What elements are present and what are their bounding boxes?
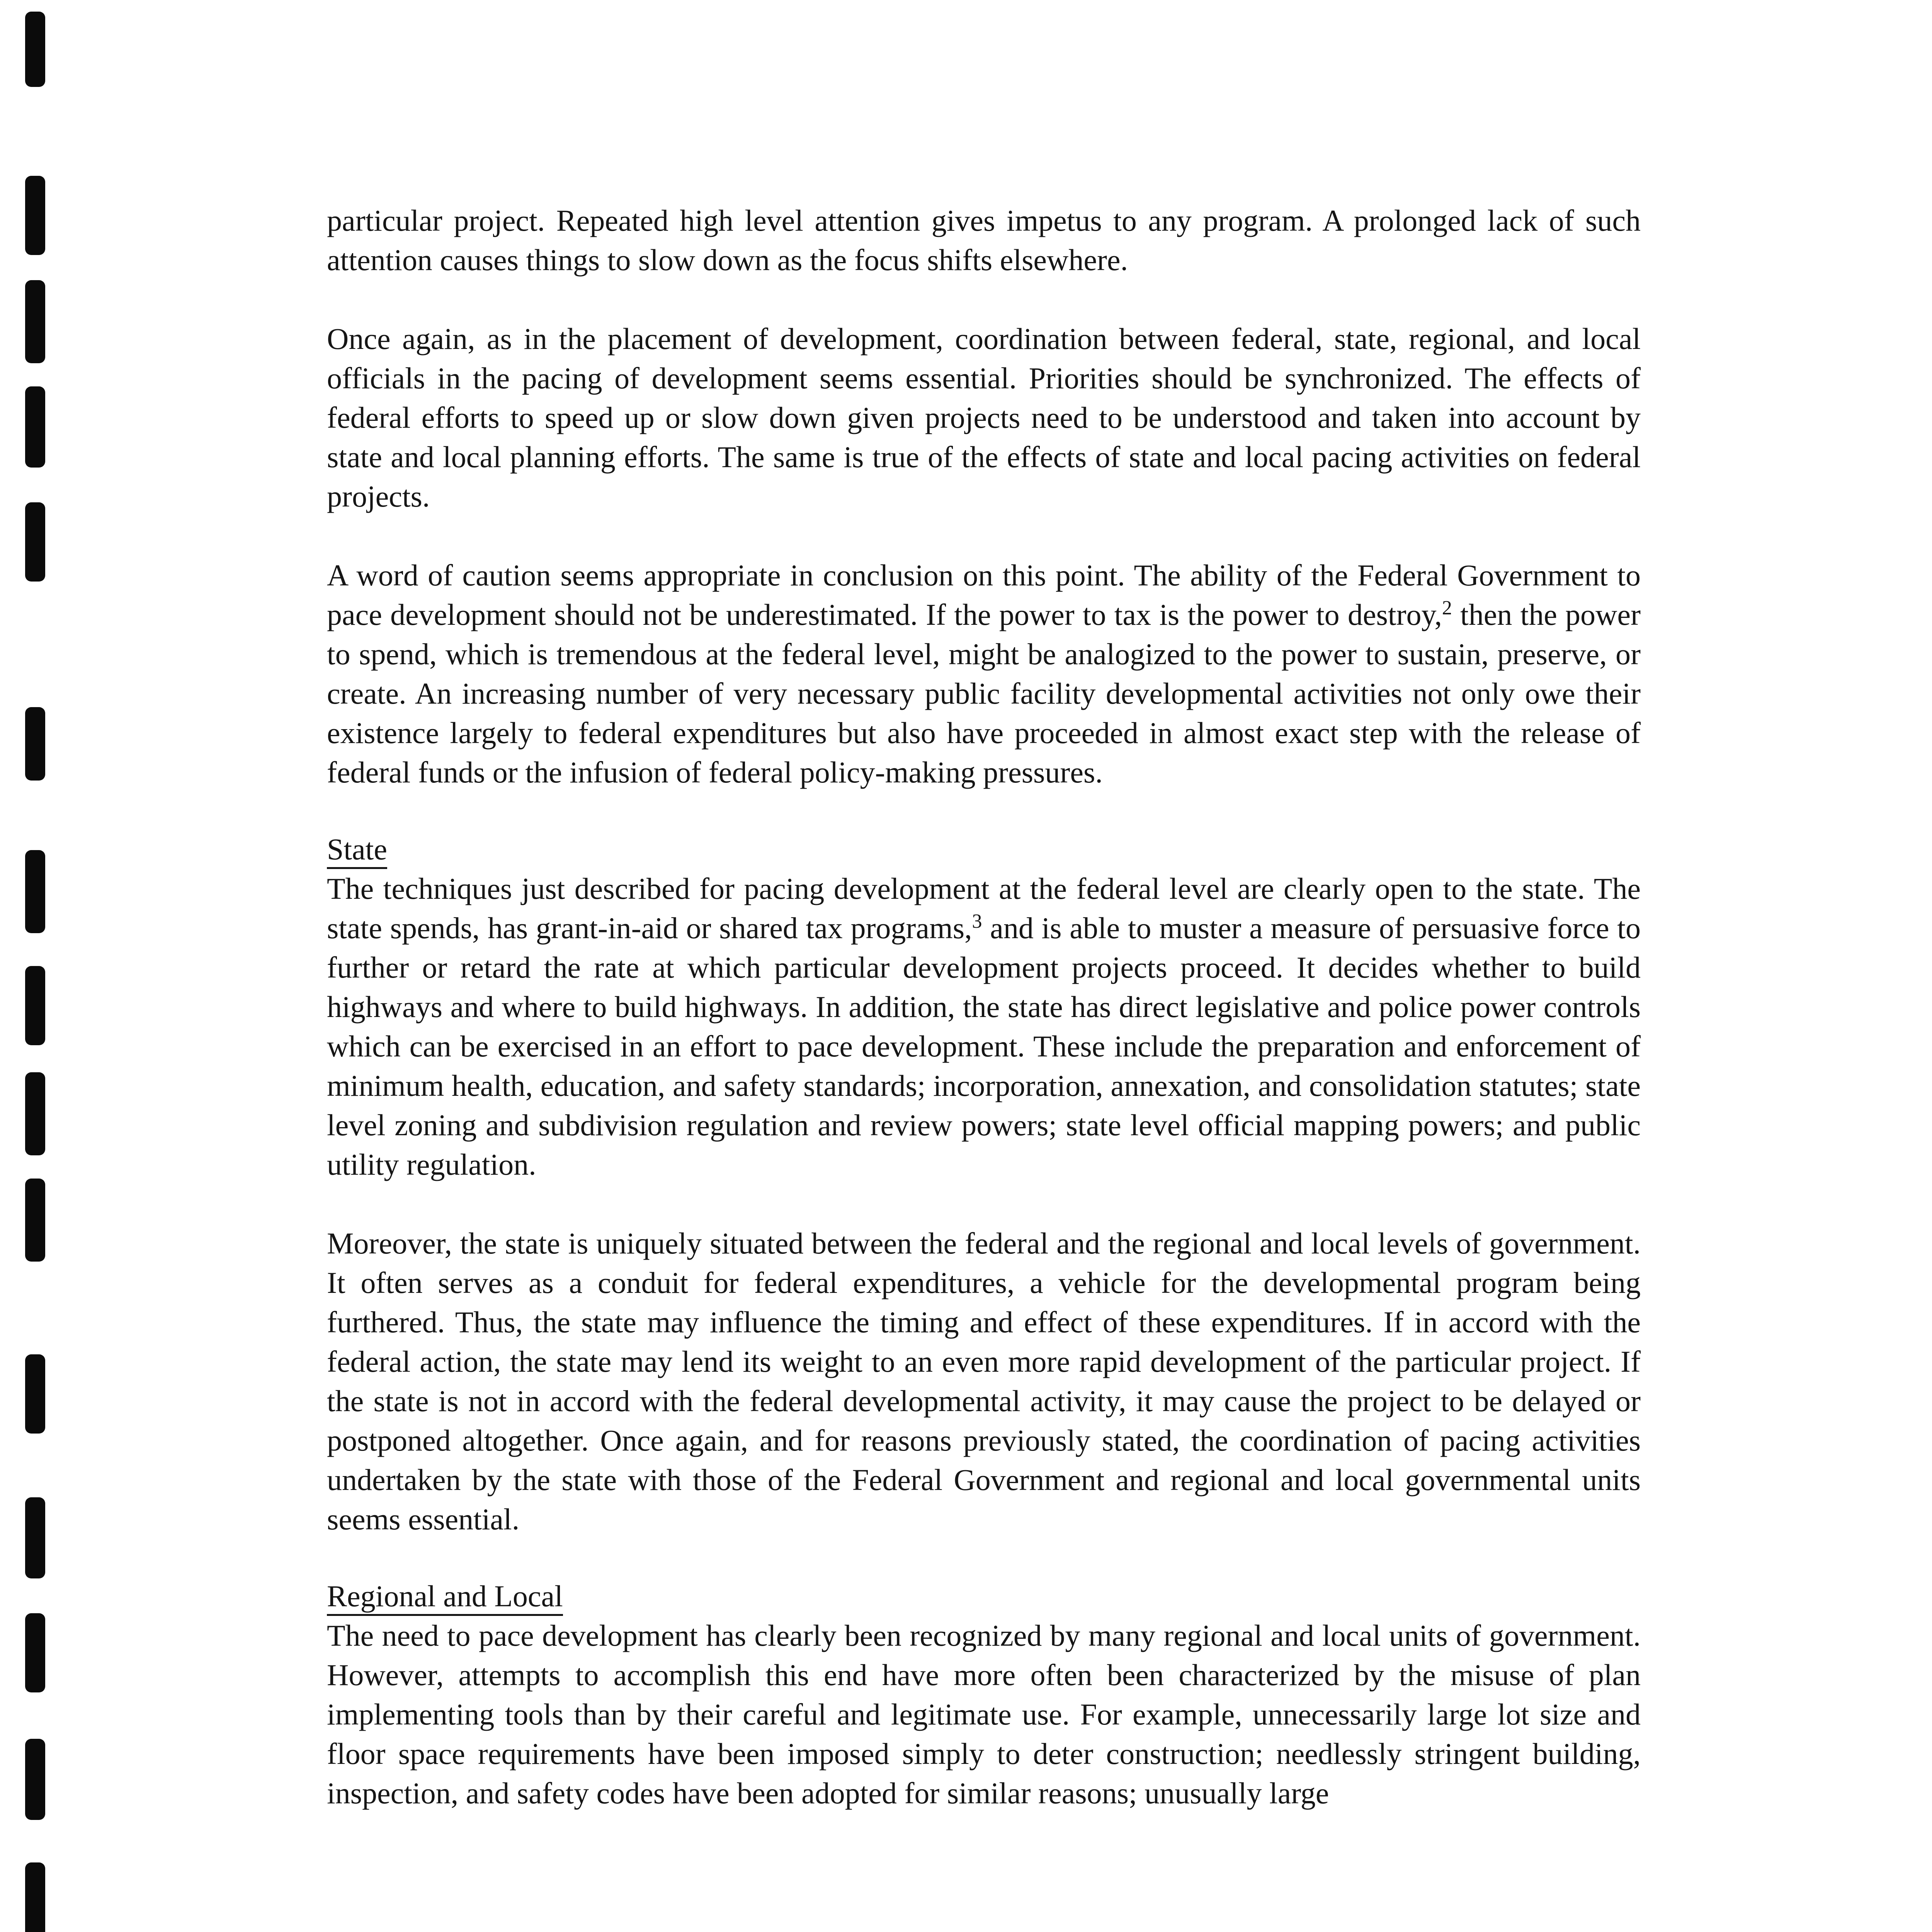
section-regional-local [327, 1578, 1641, 1813]
binding-mark [25, 1354, 45, 1434]
section-state [327, 832, 1641, 1539]
binding-mark [25, 386, 45, 468]
binding-mark [25, 502, 45, 582]
binding-mark [25, 1179, 45, 1262]
binding-mark [25, 176, 45, 255]
binding-mark [25, 707, 45, 781]
binding-mark [25, 966, 45, 1045]
paragraph-state-position: Moreover, the state is uniquely situated between the federal and the regional and local levels of government. It often serves as a conduit for federal expenditures, a vehicle for the developmental program being furthered. Thus, the state may influence the timing and effect of these expenditures. If in accord with the federal action, the state may lend its weight to an even more rapid development of the particular project. If the state is not in accord with the federal developmental activity, it may cause the project to be delayed or postponed altogether. Once again, and for reasons previously stated, the coordination of pacing activities undertaken by the state with those of the Federal Government and regional and local governmental units seems essential. [327, 1226, 1641, 1536]
paragraph-coordination: Once again, as in the placement of development, coordination between federal, state, regional, and local officials in the pacing of development seems essential. Priorities should be synchronized. The effects of federal efforts to speed up or slow down given projects need to be understood and taken into account by state and local planning efforts. The same is true of the effects of state and local pacing activities on federal projects. [327, 322, 1641, 513]
binding-mark [25, 1497, 45, 1578]
binding-mark [25, 1072, 45, 1155]
paragraph-caution: A word of caution seems appropriate in conclusion on this point. The ability of the Federal Government to pace development should not be underestimated. If the power to tax is the power to destroy,$^2$ then the power to spend, which is tremendous at the federal level, might be analogized to the power to sustain, preserve, or create. An increasing number of very necessary public facility developmental activities not only owe their existence largely to federal expenditures but also have proceeded in almost exact step with the release of federal funds or the infusion of federal policy-making pressures. [327, 558, 1641, 789]
body-text [327, 201, 1641, 1813]
section-heading-regional-local: Regional and Local [327, 1578, 563, 1616]
paragraph-continuation: particular project. Repeated high level attention gives impetus to any program. A prolonged lack of such attention causes things to slow down as the focus shifts elsewhere. [327, 204, 1641, 277]
binding-mark [25, 1613, 45, 1692]
binding-mark [25, 850, 45, 933]
binding-mark [25, 12, 45, 87]
footnote-ref-2: 2 [1442, 597, 1452, 619]
binding-mark [25, 280, 45, 363]
binding-mark [25, 1862, 45, 1932]
footnote-ref-3: 3 [972, 910, 982, 932]
binding-mark [25, 1739, 45, 1820]
section-heading-state: State [327, 832, 387, 869]
paragraph-state-techniques: The techniques just described for pacing development at the federal level are clearly open to the state. The state spends, has grant-in-aid or shared tax programs,$^3$ and is able to muster a measure of persuasive force to further or retard the rate at which particular development projects proceed. It decides whether to build highways and where to build highways. In addition, the state has direct legislative and police power controls which can be exercised in an effort to pace development. These include the preparation and enforcement of minimum health, education, and safety standards; incorporation, annexation, and consolidation statutes; state level zoning and subdivision regulation and review powers; state level official mapping powers; and public utility regulation. [327, 872, 1641, 1181]
paragraph-regional-local: The need to pace development has clearly been recognized by many regional and local units of government. However, attempts to accomplish this end have more often been characterized by the misuse of plan implementing tools than by their careful and legitimate use. For example, unnecessarily large lot size and floor space requirements have been imposed simply to deter construction; needlessly stringent building, inspection, and safety codes have been adopted for similar reasons; unusually large [327, 1619, 1641, 1810]
